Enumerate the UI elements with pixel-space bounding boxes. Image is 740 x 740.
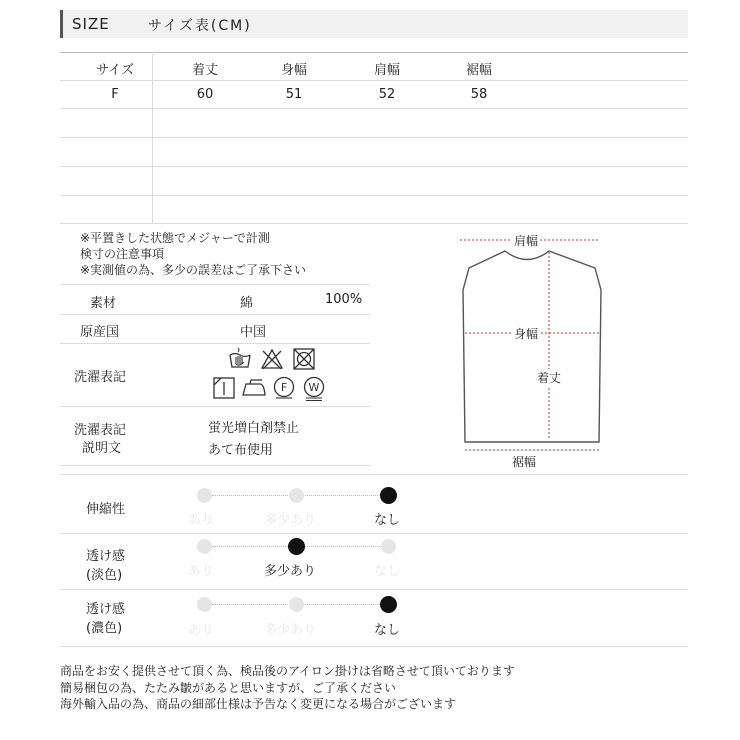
rating-dot-selected	[380, 596, 397, 613]
rating-dot-selected	[288, 538, 305, 555]
cell-shoulder: 52	[378, 87, 396, 102]
rating-dot	[197, 539, 212, 554]
col-header-shoulder: 肩幅	[373, 63, 400, 78]
rating-dot	[289, 597, 304, 612]
no-tumble-dry-icon	[292, 347, 316, 371]
header-accent-bar	[60, 10, 63, 38]
rating-option-selected: 多少あり	[264, 564, 317, 579]
cell-length: 60	[196, 87, 214, 102]
wash-desc-value: 蛍光増白剤禁止	[208, 421, 300, 436]
footer-line: 海外輸入品の為、商品の細部仕様は予告なく変更になる場合がございます	[60, 697, 457, 711]
garment-diagram	[455, 230, 615, 470]
cell-hem: 58	[470, 87, 488, 102]
origin-label: 原産国	[80, 325, 120, 340]
rating-option-selected: なし	[374, 623, 401, 638]
note-line: 検寸の注意事項	[80, 247, 165, 261]
col-header-hem: 裾幅	[465, 63, 492, 78]
cell-size: F	[111, 87, 119, 102]
diagram-label-hem: 裾幅	[512, 455, 537, 469]
rating-label-sub: (淡色)	[86, 568, 123, 583]
wet-clean-w-icon	[302, 375, 326, 401]
rating-dot-selected	[380, 487, 397, 504]
rating-option: なし	[374, 564, 401, 579]
cell-body-width: 51	[285, 87, 303, 102]
rating-label: 伸縮性	[86, 502, 126, 517]
wash-label: 洗濯表記	[74, 370, 127, 385]
rating-dot	[197, 597, 212, 612]
hand-wash-icon	[228, 346, 252, 370]
rating-label: 透け感	[86, 602, 126, 617]
origin-value: 中国	[240, 325, 267, 340]
wash-desc-value: あて布使用	[208, 443, 274, 458]
material-percent: 100%	[325, 292, 363, 307]
note-line: ※実測値の為、多少の誤差はご了承下さい	[80, 263, 307, 277]
size-table-subtitle: サイズ表(CM)	[148, 18, 252, 34]
size-section-header	[60, 10, 688, 38]
rating-option: あり	[188, 513, 215, 528]
rating-option: あり	[188, 623, 215, 638]
footer-line: 簡易梱包の為、たたみ皺があると思いますが、ご了承ください	[60, 681, 397, 695]
wash-desc-label: 説明文	[82, 441, 122, 456]
note-line: ※平置きした状態でメジャーで計測	[80, 231, 270, 245]
material-label: 素材	[90, 296, 117, 311]
rating-dot	[197, 488, 212, 503]
rating-label: 透け感	[86, 549, 126, 564]
col-header-body-width: 身幅	[280, 63, 307, 78]
col-header-length: 着丈	[191, 63, 218, 78]
rating-option: あり	[188, 564, 215, 579]
rating-option: 多少あり	[264, 513, 317, 528]
rating-label-sub: (濃色)	[86, 621, 123, 636]
col-header-size: サイズ	[96, 63, 134, 78]
footer-line: 商品をお安く提供させて頂く為、検品後のアイロン掛けは省略させて頂いております	[60, 664, 515, 678]
rating-option-selected: なし	[374, 513, 401, 528]
diagram-label-length: 着丈	[537, 371, 562, 385]
garment-outline-icon	[455, 230, 615, 470]
rating-option: 多少あり	[264, 623, 317, 638]
line-dry-shade-icon	[212, 376, 236, 400]
rating-dot	[381, 539, 396, 554]
diagram-label-shoulder: 肩幅	[514, 234, 539, 248]
wash-desc-label: 洗濯表記	[74, 423, 127, 438]
svg-text:W: W	[308, 381, 320, 394]
no-bleach-icon	[260, 348, 284, 370]
rating-dot	[289, 488, 304, 503]
svg-text:F: F	[280, 381, 288, 394]
diagram-label-body-width: 身幅	[514, 327, 539, 341]
size-heading: SIZE	[72, 15, 110, 33]
dry-clean-f-icon	[272, 375, 296, 399]
iron-low-icon	[240, 378, 268, 398]
material-value: 綿	[240, 296, 254, 311]
